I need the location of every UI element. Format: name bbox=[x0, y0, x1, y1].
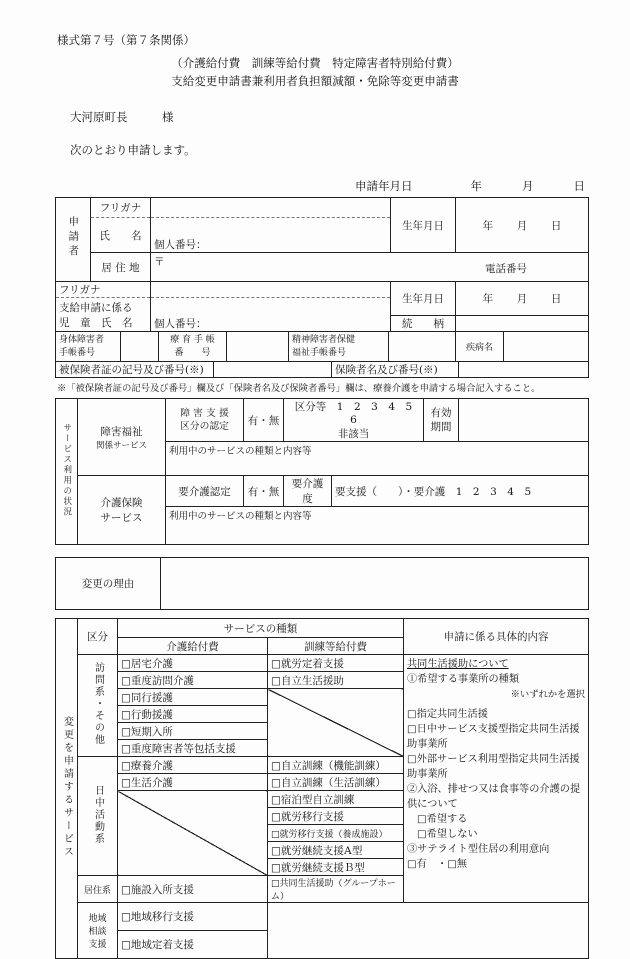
child-table bbox=[55, 281, 589, 332]
reason-label: 変更の理由 bbox=[56, 558, 161, 610]
visit-category-label: 訪問系・その他 bbox=[78, 655, 118, 757]
applicant-name-value bbox=[151, 218, 391, 253]
insured-note: ※「被保険者証の記号及び番号」欄及び「保険者名及び保険者番号」欄は、療養介護を申請する場合記入すること。 bbox=[57, 383, 541, 394]
checkbox-shuro-iko: □就労移行支援 bbox=[268, 808, 404, 825]
checkbox-kyodo-seikatsu-gh: □共同生活援助（グループホーム） bbox=[268, 876, 404, 903]
diagonal-na-cell bbox=[268, 689, 404, 757]
service-type-header: サービスの種類 bbox=[118, 619, 404, 638]
child-name-value bbox=[151, 298, 391, 332]
insurer-label: 保険者名及び番号(※) bbox=[332, 362, 459, 378]
applicant-birthdate-value bbox=[456, 198, 589, 253]
physical-handbook-value bbox=[121, 332, 159, 362]
checkbox-ryoyo-kaigo: □療養介護 bbox=[118, 757, 268, 774]
ryoiku-handbook-value bbox=[227, 332, 289, 362]
checkbox-judo-hokatsu: □重度障害者等包括支援 bbox=[118, 740, 268, 757]
page-title: 支給変更申請書兼利用者負担額減額・免除等変更申請書 bbox=[171, 74, 459, 88]
applicant-mynumber-label: 個人番号： bbox=[154, 239, 207, 251]
checkbox-kodo-engo: □行動援護 bbox=[118, 706, 268, 723]
month-char: 月 bbox=[516, 219, 528, 232]
handbooks-table bbox=[55, 331, 589, 362]
checkbox-chiiki-teichaku: □地域定着支援 bbox=[118, 931, 268, 959]
service-status-side-label: サービス利用の状況 bbox=[56, 399, 78, 545]
checkbox-judo-homon: □重度訪問介護 bbox=[118, 672, 268, 689]
child-relation-value bbox=[456, 316, 589, 332]
postal-mark: 〒 bbox=[154, 256, 165, 268]
addressee: 大河原町長 様 bbox=[70, 110, 174, 124]
checkbox-gaibu-riyou-gata: □外部サービス利用型指定共同生活援助事業所 bbox=[407, 754, 580, 780]
child-name-label: 支給申請に係る 児 童 氏 名 bbox=[56, 298, 151, 332]
checkbox-shuro-teichaku: □就労定着支援 bbox=[268, 655, 404, 672]
day-char: 日 bbox=[550, 219, 562, 232]
support-category-label: 障 害 支 援 区分の認定 bbox=[166, 399, 244, 442]
child-furigana-label: フリガナ bbox=[56, 282, 151, 298]
detail-header: 申請に係る具体的内容 bbox=[404, 619, 589, 655]
year-char: 年 bbox=[482, 293, 494, 305]
checkbox-kyotaku-kaigo: □居宅介護 bbox=[118, 655, 268, 672]
checkbox-shitei-kyodo: □指定共同生活援 bbox=[407, 709, 488, 720]
form-subtitle: （介護給付費 訓練等給付費 特定障害者特別給付費） bbox=[171, 56, 459, 70]
applicant-birthdate-label: 生年月日 bbox=[391, 198, 456, 253]
disease-value bbox=[504, 332, 589, 362]
checkbox-chiiki-iko: □地域移行支援 bbox=[118, 903, 268, 931]
checkbox-jiritsu-seikatsu-kunren: □自立訓練（生活訓練） bbox=[268, 774, 404, 791]
child-relation-label: 続 柄 bbox=[391, 316, 456, 332]
physical-handbook-label: 身体障害者 手帳番号 bbox=[56, 332, 121, 362]
checkbox-seikatsu-kaigo: □生活介護 bbox=[118, 774, 268, 791]
child-birthdate-label: 生年月日 bbox=[391, 282, 456, 316]
kunren-benefit-header: 訓練等給付費 bbox=[268, 638, 404, 655]
checkbox-tanki-nyusho: □短期入所 bbox=[118, 723, 268, 740]
checkbox-shuro-keizoku-a: □就労継続支援А型 bbox=[268, 842, 404, 859]
detail-content: 共同生活援助について ①希望する事業所の種類 ※いずれかを選択 □指定共同生活援 □日中サービス支援型指定共同生活援助事業所 □外部サービス利用型指定共同生活援助事業所 ②入浴、排せつ又は食事等の介護の提供について □希望する □希望しない ③サテライト型住居の利用意向 □有 ・□無 bbox=[404, 655, 589, 903]
checkbox-jiritsu-seikatsu: □自立生活援助 bbox=[268, 672, 404, 689]
care-level-label: 要介護度 bbox=[284, 476, 332, 507]
valid-period-value bbox=[459, 399, 589, 442]
detail-title: 共同生活援助について bbox=[407, 659, 509, 670]
services-change-side-label: 変更を申請するサービス bbox=[56, 619, 78, 959]
regional-category-label: 地域 相談 支援 bbox=[78, 903, 118, 959]
checkbox-kibou-shinai: □希望しない bbox=[417, 829, 478, 840]
year-char: 年 bbox=[470, 179, 482, 193]
category-scale: 区分等 1 2 3 4 5 6 非該当 bbox=[284, 399, 424, 442]
checkbox-doko-engo: □同行援護 bbox=[118, 689, 268, 706]
daytime-category-label: 日中活動系 bbox=[78, 757, 118, 876]
day-char: 日 bbox=[550, 293, 562, 305]
care-insurance-label: 介護保険 サービス bbox=[78, 476, 166, 545]
ryoiku-handbook-label: 療 育 手 帳 番 号 bbox=[159, 332, 227, 362]
care-level-scale: 要支援（ ）・要介護 1 2 3 4 5 bbox=[332, 476, 589, 507]
checkbox-jiritsu-kino: □自立訓練（機能訓練） bbox=[268, 757, 404, 774]
services-change-table bbox=[55, 618, 589, 959]
checkbox-shukuhaku-jiritsu: □宿泊型自立訓練 bbox=[268, 791, 404, 808]
day-char: 日 bbox=[573, 179, 585, 193]
reason-table bbox=[55, 557, 589, 610]
regional-empty-cell bbox=[268, 903, 589, 959]
applicant-name-label: 氏 名 bbox=[91, 218, 151, 253]
checkbox-shisetsu-nyusho: □施設入所支援 bbox=[118, 876, 268, 903]
intro-text: 次のとおり申請します。 bbox=[70, 143, 196, 157]
applicant-address-value bbox=[151, 253, 589, 282]
checkbox-shuro-iko-yosei: □就労移行支援（養成施設） bbox=[268, 825, 404, 842]
disability-service-label: 障害福祉 関係サービス bbox=[78, 399, 166, 476]
applicant-furigana-value bbox=[151, 198, 391, 218]
insured-card-label: 被保険者証の記号及び番号(※) bbox=[56, 362, 214, 378]
child-birthdate-value bbox=[456, 282, 589, 316]
support-category-yesno: 有・無 bbox=[244, 399, 284, 442]
year-char: 年 bbox=[482, 219, 494, 232]
disability-services-in-use: 利用中のサービスの種類と内容等 bbox=[166, 442, 589, 476]
mental-handbook-label: 精神障害者保健 福祉手帳番号 bbox=[289, 332, 389, 362]
child-furigana-value bbox=[151, 282, 391, 298]
diagonal-na-cell bbox=[118, 791, 268, 876]
valid-period-label: 有効 期間 bbox=[424, 399, 459, 442]
applicant-table bbox=[55, 197, 589, 282]
reason-value bbox=[161, 558, 589, 610]
checkbox-satellite-ari-nashi: □有 ・□無 bbox=[407, 859, 468, 870]
checkbox-shuro-keizoku-b: □就労継続支援Ｂ型 bbox=[268, 859, 404, 876]
month-char: 月 bbox=[522, 179, 534, 193]
kaigo-benefit-header: 介護給付費 bbox=[118, 638, 268, 655]
month-char: 月 bbox=[516, 293, 528, 305]
disease-label: 疾病名 bbox=[456, 332, 504, 362]
residence-category-label: 居住系 bbox=[78, 876, 118, 903]
mental-handbook-value bbox=[389, 332, 456, 362]
insurance-services-in-use: 利用中のサービスの種類と内容等 bbox=[166, 507, 589, 545]
insured-table bbox=[55, 361, 589, 378]
checkbox-kibou-suru: □希望する bbox=[417, 814, 468, 825]
care-certification-label: 要介護認定 bbox=[166, 476, 244, 507]
applicant-furigana-label: フリガナ bbox=[91, 198, 151, 218]
category-header: 区分 bbox=[78, 619, 118, 655]
care-certification-yesno: 有・無 bbox=[244, 476, 284, 507]
child-mynumber-label: 個人番号： bbox=[154, 318, 207, 330]
service-status-table bbox=[55, 398, 589, 545]
form-number: 様式第７号（第７条関係） bbox=[57, 33, 195, 47]
applicant-side-label: 申請者 bbox=[56, 198, 91, 282]
insurer-value bbox=[459, 362, 589, 378]
application-date-label: 申請年月日 bbox=[355, 179, 413, 193]
phone-label: 電話番号 bbox=[485, 263, 527, 275]
application-date-line bbox=[55, 178, 588, 194]
applicant-address-label: 居 住 地 bbox=[91, 253, 151, 282]
insured-card-value bbox=[214, 362, 332, 378]
checkbox-nicchu-shien-gata: □日中サービス支援型指定共同生活援助事業所 bbox=[407, 724, 580, 750]
